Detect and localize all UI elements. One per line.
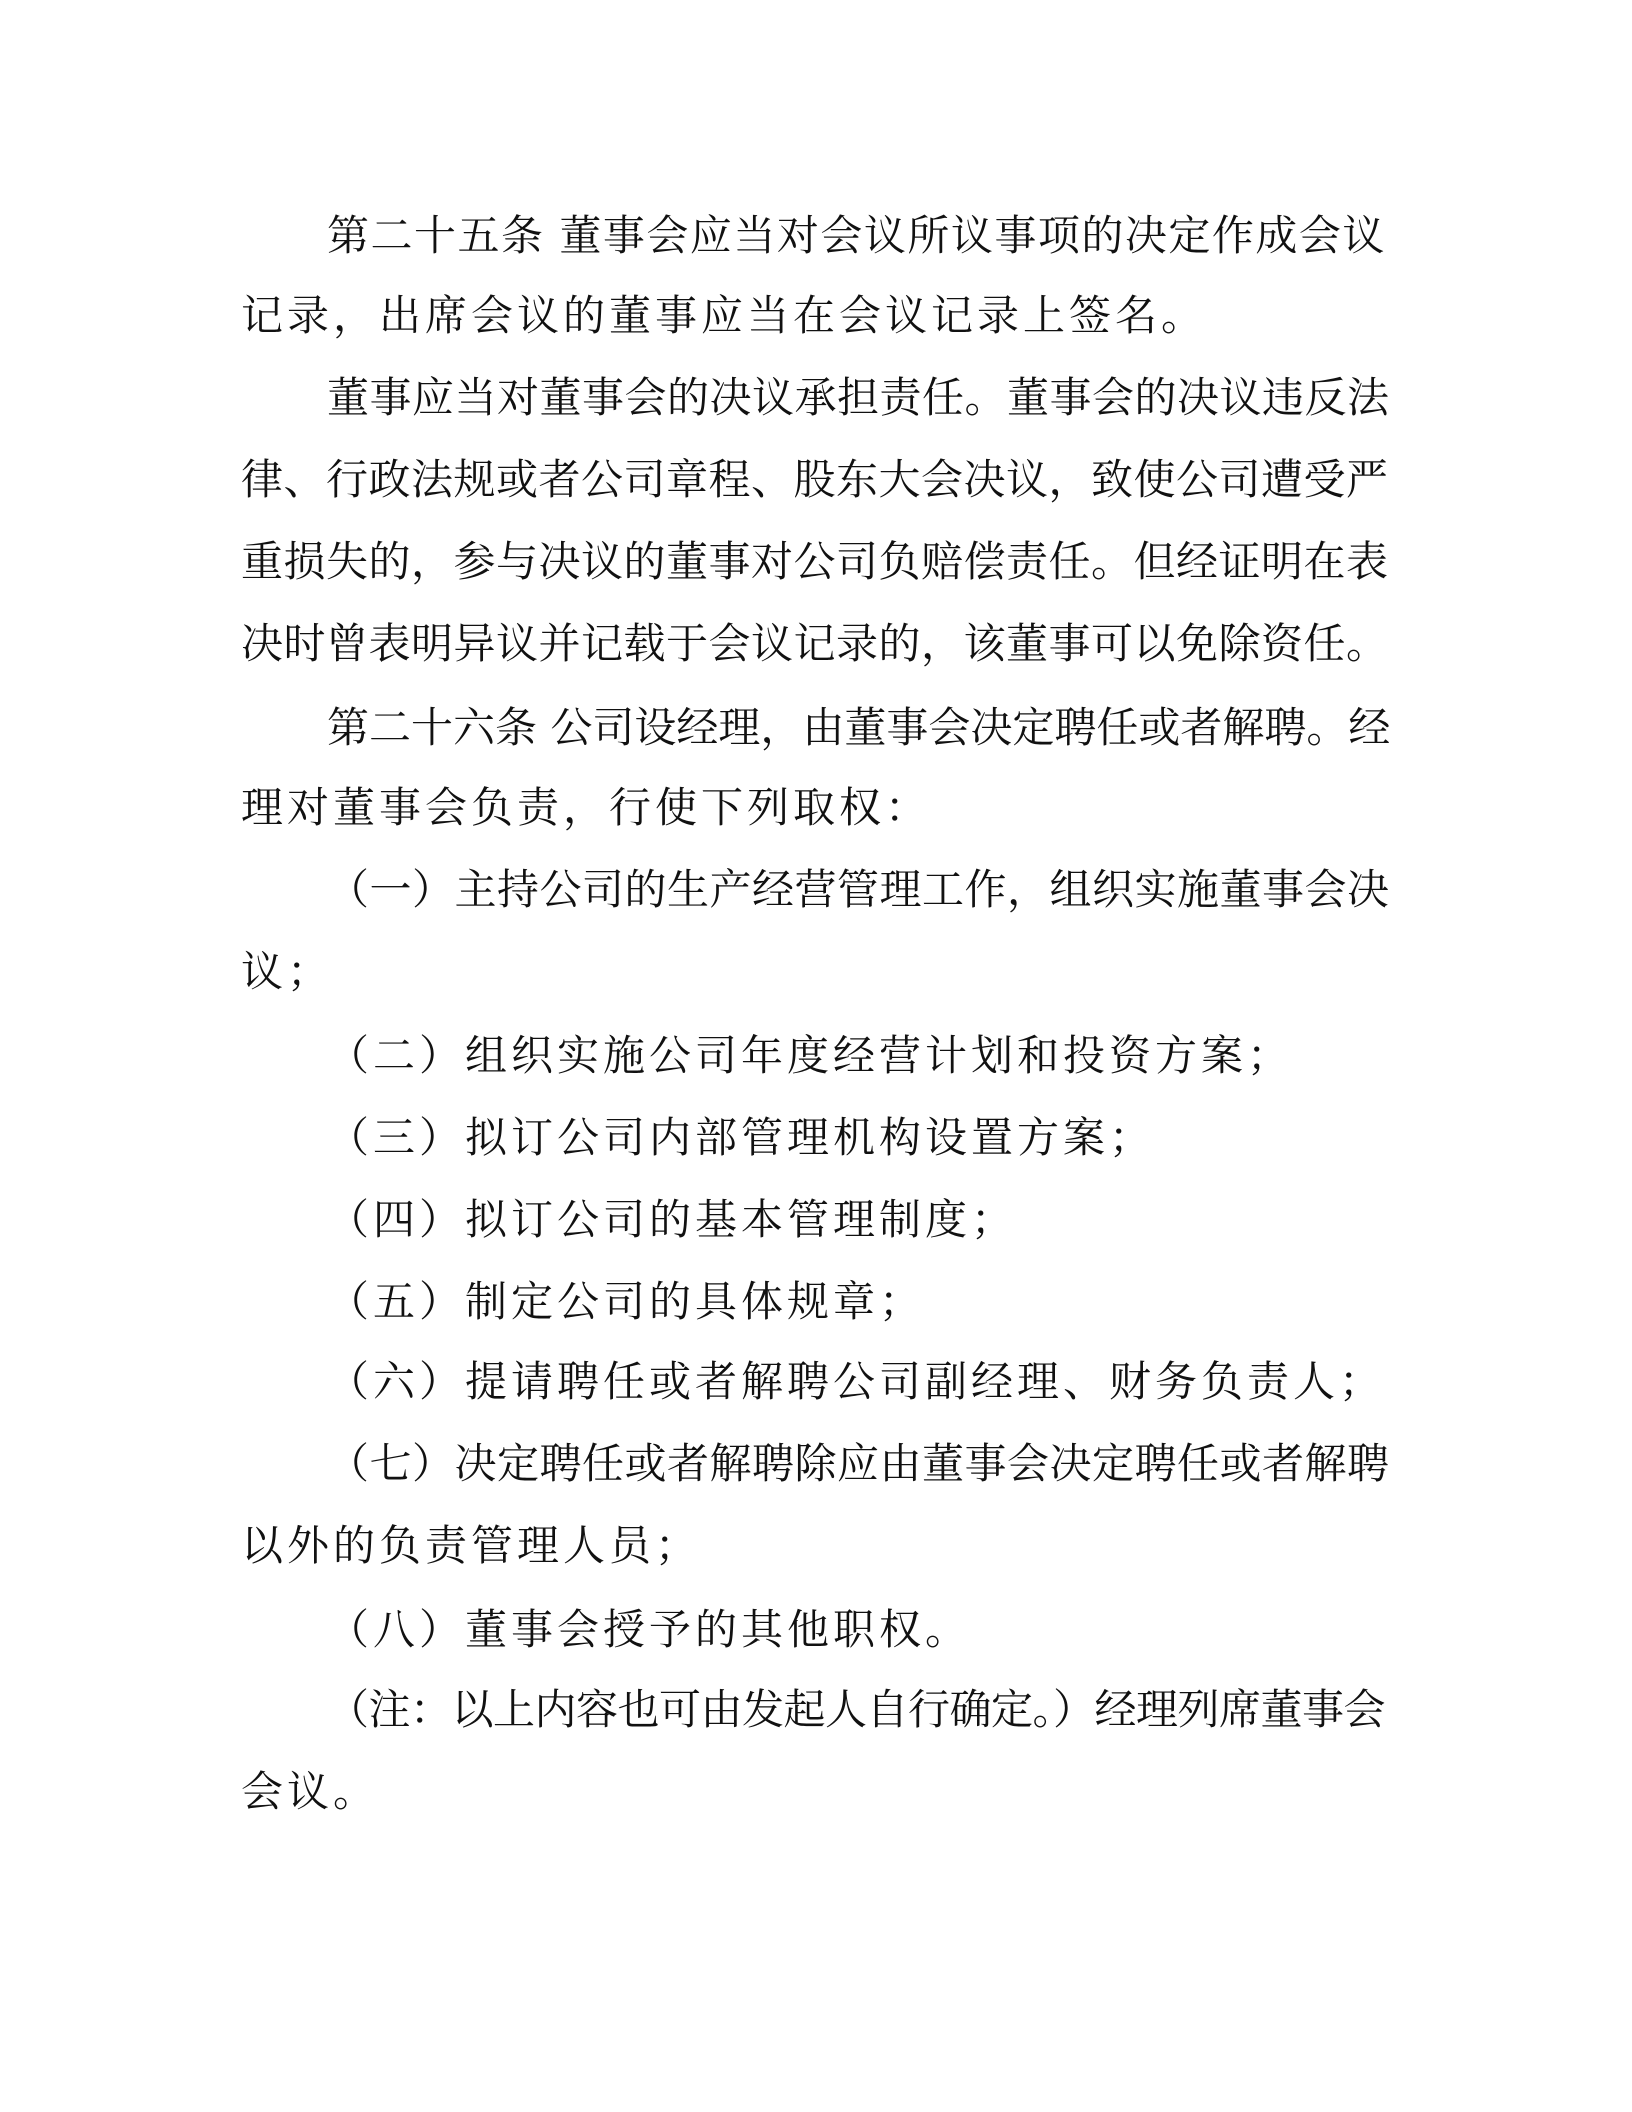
text-line: 记录，出席会议的董事应当在会议记录上签名。 xyxy=(241,291,1208,340)
text-line: （八）董事会授予的其他职权。 xyxy=(327,1605,972,1654)
text-line: 理对董事会负责，行使下列取权： xyxy=(241,783,932,832)
text-line: （三）拟订公司内部管理机构设置方案； xyxy=(327,1113,1156,1162)
text-line: 第二十五条 董事会应当对会议所议事项的决定作成会议 xyxy=(327,211,1386,260)
text-line: （注：以上内容也可由发起人自行确定。）经理列席董事会 xyxy=(327,1685,1386,1734)
text-line: 重损失的，参与决议的董事对公司负赔偿责任。但经证明在表 xyxy=(241,537,1389,586)
text-line: （四）拟订公司的基本管理制度； xyxy=(327,1195,1018,1244)
text-line: （一）主持公司的生产经营管理工作，组织实施董事会决 xyxy=(327,865,1390,914)
text-line: 会议。 xyxy=(241,1767,380,1816)
text-line: （五）制定公司的具体规章； xyxy=(327,1277,926,1326)
text-line: （二）组织实施公司年度经营计划和投资方案； xyxy=(327,1031,1294,1080)
text-line: 议； xyxy=(241,947,334,996)
text-line: 决时曾表明异议并记载于会议记录的，该董事可以免除资任。 xyxy=(241,619,1389,668)
text-line: 董事应当对董事会的决议承担责任。董事会的决议违反法 xyxy=(327,373,1390,422)
text-line: 律、行政法规或者公司章程、股东大会决议，致使公司遭受严 xyxy=(241,455,1389,504)
text-line: 以外的负责管理人员； xyxy=(241,1521,702,1570)
text-line: （七）决定聘任或者解聘除应由董事会决定聘任或者解聘 xyxy=(327,1439,1390,1488)
text-line: （六）提请聘任或者解聘公司副经理、财务负责人； xyxy=(327,1357,1386,1406)
text-line: 第二十六条 公司设经理，由董事会决定聘任或者解聘。经 xyxy=(327,703,1391,752)
